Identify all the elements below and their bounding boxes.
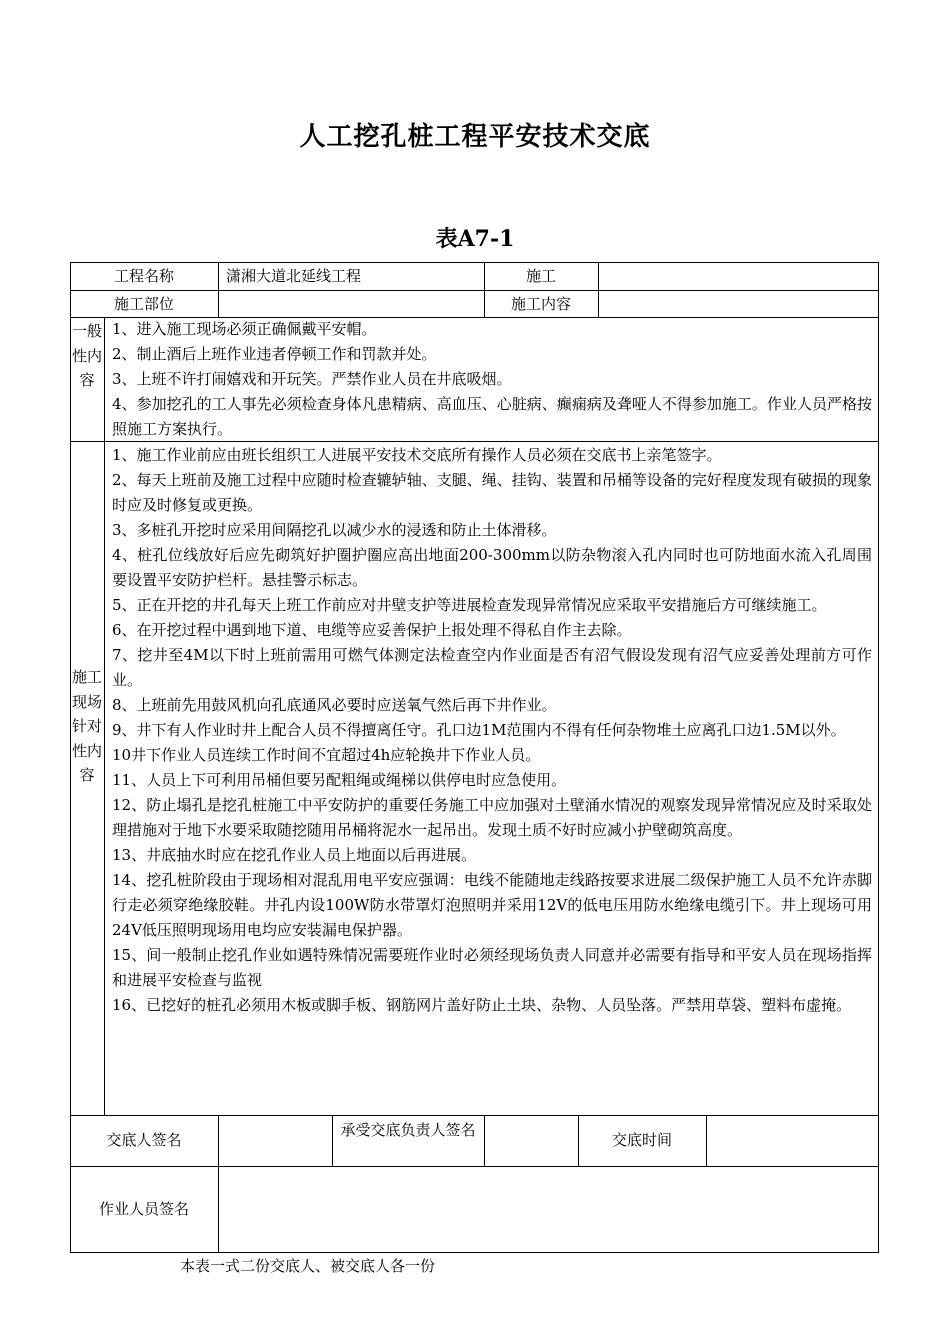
workers-signature-label: 作业人员签名 bbox=[98, 1200, 189, 1218]
site-item: 13、井底抽水时应在挖孔作业人员上地面以后再进展。 bbox=[112, 846, 477, 864]
col-divider bbox=[484, 1115, 485, 1166]
col-divider bbox=[706, 1115, 707, 1166]
site-items bbox=[112, 443, 872, 1018]
col-divider bbox=[104, 317, 105, 1115]
disclosure-table bbox=[70, 262, 879, 1253]
construction-content-label: 施工内容 bbox=[510, 295, 571, 313]
site-item: 2、每天上班前及施工过程中应随时检查辘轳轴、支腿、绳、挂钩、装置和吊桶等设备的完好程度发现有破损的现象时应及时修复或更换。 bbox=[112, 471, 872, 514]
construction-label: 施工 bbox=[525, 267, 556, 285]
site-item: 16、已挖好的桩孔必须用木板或脚手板、钢筋网片盖好防止土块、杂物、人员坠落。严禁用草袋、塑料布虚掩。 bbox=[112, 996, 852, 1014]
row-divider bbox=[70, 1115, 879, 1116]
site-item: 10井下作业人员连续工作时间不宜超过4h应轮换井下作业人员。 bbox=[112, 746, 541, 764]
general-item: 4、参加挖孔的工人事先必须检查身体凡患精病、高血压、心脏病、癫痫病及聋哑人不得参加施工。作业人员严格按照施工方案执行。 bbox=[112, 395, 872, 438]
site-item: 5、正在开挖的井孔每天上班工作前应对井壁支护等进展检查发现异常情况应采取平安措施后方可继续施工。 bbox=[112, 596, 827, 614]
project-name-value: 潇湘大道北延线工程 bbox=[226, 267, 362, 285]
project-name-label: 工程名称 bbox=[113, 267, 174, 285]
construction-part-label: 施工部位 bbox=[113, 295, 174, 313]
site-item: 8、上班前先用鼓风机向孔底通风必要时应送氧气然后再下井作业。 bbox=[112, 696, 557, 714]
receiver-signature-label: 承受交底负责人签名 bbox=[340, 1121, 476, 1139]
general-item: 1、进入施工现场必须正确佩戴平安帽。 bbox=[112, 320, 377, 338]
general-item: 2、制止酒后上班作业违者停顿工作和罚款并处。 bbox=[112, 345, 437, 363]
site-item: 15、间一般制止挖孔作业如遇特殊情况需要班作业时必须经现场负责人同意并必需要有指导和平安人员在现场指挥和进展平安检查与监视 bbox=[112, 946, 872, 989]
site-item: 3、多桩孔开挖时应采用间隔挖孔以减少水的浸透和防止土体滑移。 bbox=[112, 521, 557, 539]
document-title: 人工挖孔桩工程平安技术交底 bbox=[299, 122, 651, 152]
general-items bbox=[112, 317, 872, 442]
general-section-label: 一般性内容 bbox=[71, 322, 102, 389]
site-item: 6、在开挖过程中遇到地下道、电缆等应妥善保护上报处理不得私自作主去除。 bbox=[112, 621, 632, 639]
site-section-label: 施工现场针对性内容 bbox=[71, 668, 102, 784]
col-divider bbox=[218, 262, 219, 317]
site-item: 4、桩孔位线放好后应先砌筑好护圈护圈应高出地面200-300mm以防杂物滚入孔内同时也可防地面水流入孔周围要设置平安防护栏杆。悬挂警示标志。 bbox=[112, 546, 872, 589]
footnote: 本表一式二份交底人、被交底人各一份 bbox=[180, 1257, 436, 1275]
site-item: 11、人员上下可利用吊桶但要另配粗绳或绳梯以供停电时应急使用。 bbox=[112, 771, 567, 789]
site-item: 1、施工作业前应由班长组织工人进展平安技术交底所有操作人员必须在交底书上亲笔签字。 bbox=[112, 446, 722, 464]
site-item: 14、挖孔桩阶段由于现场相对混乱用电平安应强调：电线不能随地走线路按要求进展二级保护施工人员不允许赤脚行走必须穿绝缘胶鞋。井孔内设100W防水带罩灯泡照明并采用12V的低电压用防水绝缘电缆引下。井上现场可用24V低压照明现场用电均应安装漏电保护器。 bbox=[112, 871, 872, 939]
handover-time-label: 交底时间 bbox=[611, 1131, 672, 1149]
col-divider bbox=[218, 1115, 219, 1253]
site-item: 12、防止塌孔是挖孔桩施工中平安防护的重要任务施工中应加强对土壁涌水情况的观察发现异常情况应及时采取处理措施对于地下水要采取随挖随用吊桶将泥水一起吊出。发现土质不好时应减小护壁砌筑高度。 bbox=[112, 796, 872, 839]
site-item: 9、井下有人作业时井上配合人员不得擅离任守。孔口边1M范围内不得有任何杂物堆土应离孔口边1.5M以外。 bbox=[112, 721, 846, 739]
row-divider bbox=[70, 1166, 879, 1167]
general-item: 3、上班不许打闹嬉戏和开玩笑。严禁作业人员在井底吸烟。 bbox=[112, 370, 512, 388]
handover-signature-label: 交底人签名 bbox=[106, 1131, 182, 1149]
col-divider bbox=[598, 262, 599, 317]
table-number: 表A7-1 bbox=[435, 226, 515, 252]
row-divider bbox=[70, 290, 879, 291]
site-item: 7、挖井至4M以下时上班前需用可燃气体测定法检查空内作业面是否有沼气假设发现有沼气应妥善处理前方可作业。 bbox=[112, 646, 872, 689]
